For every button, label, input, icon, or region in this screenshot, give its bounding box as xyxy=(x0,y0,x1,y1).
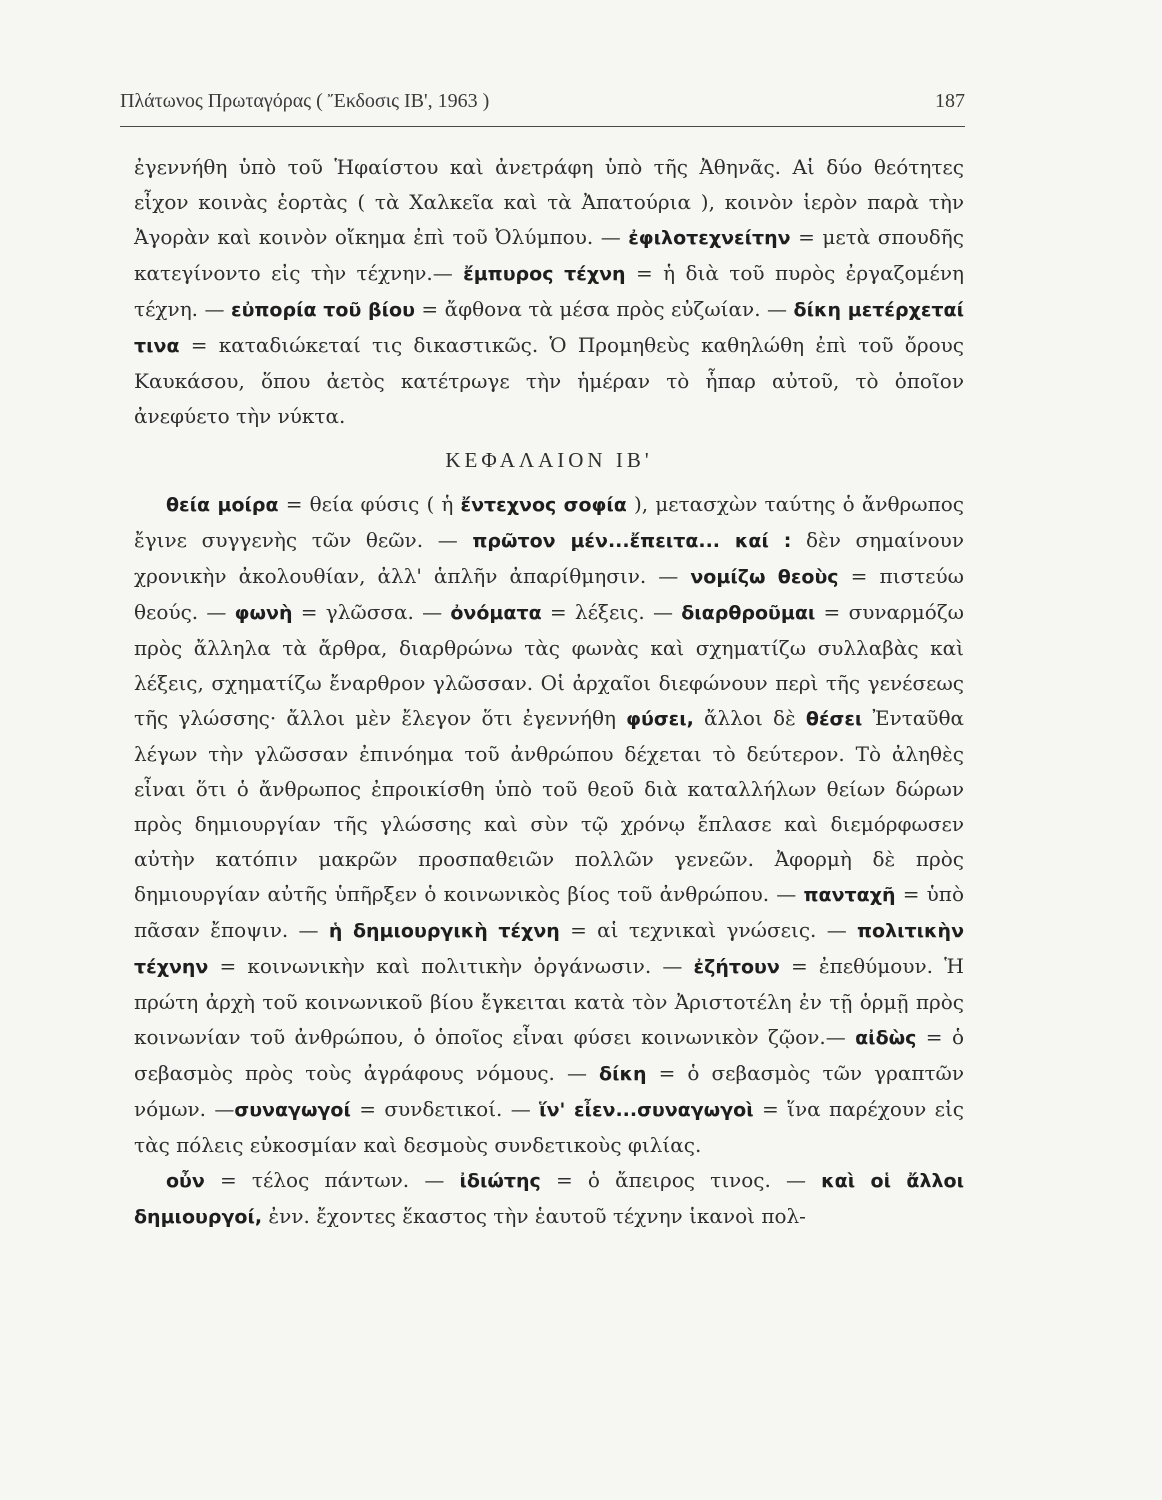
lemma: θέσει xyxy=(805,708,863,730)
lemma: ἵν' εἶεν...συναγωγοὶ xyxy=(539,1099,754,1121)
text: = ἐπεθύμουν. Ἡ πρώτη ἀρχὴ τοῦ κοινωνικοῦ βίου ἔγκειται κατὰ τὸν Ἀριστοτέλη ἐν τῇ ὁρμῇ πρὸς κοινωνίαν τοῦ ἀνθρώπου, ὁ ὁποῖος εἶναι φύσει κοινωνικὸν ζῷον.— xyxy=(134,954,964,1049)
running-title: Πλάτωνος Πρωταγόρας ( Ἔκδοσις ΙΒ', 1963 ) xyxy=(120,90,490,112)
text: = πιστεύω θεούς. — xyxy=(134,564,964,624)
text: = λέξεις. — xyxy=(541,600,682,624)
text: Ἐνταῦθα λέγων τὴν γλῶσσαν ἐπινόημα τοῦ ἀνθρώπου δέχεται τὸ δεύτερον. Τὸ ἀληθὲς εἶναι ὅτι ὁ ἄνθρωπος ἐπροικίσθη ὑπὸ τοῦ θεοῦ διὰ καταλλήλων θείων δώρων πρὸς δημιουργίαν τῆς γλώσσης καὶ σὺν τῷ χρόνῳ ἔπλασε καὶ διεμόρφωσεν αὐτὴν κατόπιν μακρῶν προσπαθειῶν πολλῶν γενεῶν. Ἀφορμὴ δὲ πρὸς δημιουργίαν αὐτῆς ὑπῆρξεν ὁ κοινωνικὸς βίος τοῦ ἀνθρώπου. — xyxy=(134,706,965,906)
text: ), μετασχὼν ταύτης ὁ ἄνθρωπος ἔγινε συγγενὴς τῶν θεῶν. — xyxy=(134,492,964,552)
lemma: ἰδιώτης xyxy=(459,1170,541,1192)
text: ἄλλοι δὲ xyxy=(693,706,806,730)
lemma: δίκη μετέρχεταί τινα xyxy=(134,299,965,357)
text: = ἡ διὰ τοῦ πυρὸς ἐργαζομένη τέχνη. — xyxy=(134,261,964,321)
text: = ὁ ἄπειρος τινος. — xyxy=(540,1168,822,1192)
lemma: εὐπορία τοῦ βίου xyxy=(231,299,415,321)
commentary-paragraph-1 xyxy=(134,150,964,434)
lemma: διαρθροῦμαι xyxy=(681,602,816,624)
lemma: πρῶτον μέν...ἔπειτα... καί : xyxy=(472,530,792,552)
lemma: ἐζήτουν xyxy=(693,956,780,978)
text: = ἄφθονα τὰ μέσα πρὸς εὐζωίαν. — xyxy=(414,297,794,321)
page-header xyxy=(120,88,965,127)
text: = γλῶσσα. — xyxy=(292,600,451,624)
text: = συνδετικοί. — xyxy=(350,1097,540,1121)
lemma: ἔμπυρος τέχνη xyxy=(463,263,626,285)
text: = αἱ τεχνικαὶ γνώσεις. — xyxy=(559,918,858,942)
lemma: φωνὴ xyxy=(234,602,293,624)
lemma: οὖν xyxy=(166,1170,205,1192)
lemma: καὶ οἱ ἄλλοι δημιουργοί, xyxy=(134,1170,964,1228)
chapter-heading: ΚΕΦΑΛΑΙΟΝ ΙΒ' xyxy=(445,448,653,472)
page-number: 187 xyxy=(935,90,965,112)
text: ἐνν. ἔχοντες ἕκαστος τὴν ἑαυτοῦ τέχνην ἱκανοὶ πολ- xyxy=(262,1204,806,1228)
lemma: νομίζω θεοὺς xyxy=(690,566,839,588)
lemma: ἐφιλοτεχνείτην xyxy=(628,227,791,249)
text: = ὁ σεβασμὸς πρὸς τοὺς ἀγράφους νόμους. — xyxy=(134,1025,964,1085)
text: δὲν σημαίνουν χρονικὴν ἀκολουθίαν, ἀλλ' ἁπλῆν ἀπαρίθμησιν. — xyxy=(134,528,964,588)
lemma: πολιτικὴν τέχνην xyxy=(134,920,965,978)
page-body xyxy=(134,150,964,1235)
text: = μετὰ σπουδῆς κατεγίνοντο εἰς τὴν τέχνην.— xyxy=(134,225,964,285)
lemma: θεία μοίρα xyxy=(166,494,279,516)
text: = κοινωνικὴν καὶ πολιτικὴν ὀργάνωσιν. — xyxy=(208,954,694,978)
lemma: φύσει, xyxy=(626,708,694,730)
lemma: δίκη xyxy=(599,1063,647,1085)
text: ἐγεννήθη ὑπὸ τοῦ Ἡφαίστου καὶ ἀνετράφη ὑπὸ τῆς Ἀθηνᾶς. Αἱ δύο θεότητες εἶχον κοινὰς ἑορτὰς ( τὰ Χαλκεῖα καὶ τὰ Ἀπατούρια ), κοινὸν ἱερὸν παρὰ τὴν Ἀγορὰν καὶ κοινὸν οἴκημα ἐπὶ τοῦ Ὀλύμπου. — xyxy=(134,155,964,249)
text: = τέλος πάντων. — xyxy=(204,1168,460,1192)
commentary-paragraph-3 xyxy=(134,1163,964,1235)
lemma: πανταχῆ xyxy=(803,884,896,906)
lemma: ἡ δημιουργικὴ τέχνη xyxy=(328,920,560,942)
text: = θεία φύσις ( ἡ xyxy=(278,492,461,516)
lemma: αἰδὼς xyxy=(855,1027,917,1049)
text: = ἵνα παρέχουν εἰς τὰς πόλεις εὐκοσμίαν καὶ δεσμοὺς συνδετικοὺς φιλίας. xyxy=(134,1097,964,1157)
lemma: συναγωγοί xyxy=(234,1099,351,1121)
text: = ὁ σεβασμὸς τῶν γραπτῶν νόμων. — xyxy=(134,1061,965,1121)
text: = ὑπὸ πᾶσαν ἔποψιν. — xyxy=(134,882,964,942)
text: = καταδιώκεταί τις δικαστικῶς. Ὁ Προμηθεὺς καθηλώθη ἐπὶ τοῦ ὄρους Καυκάσου, ὅπου ἀετὸς κατέτρωγε τὴν ἡμέραν τὸ ἧπαρ αὐτοῦ, τὸ ὁποῖον ἀνεφύετο τὴν νύκτα. xyxy=(134,333,964,428)
lemma: ἔντεχνος σοφία xyxy=(460,494,627,516)
lemma: ὀνόματα xyxy=(450,602,542,624)
commentary-paragraph-2 xyxy=(134,487,964,1163)
text: = συναρμόζω πρὸς ἄλληλα τὰ ἄρθρα, διαρθρώνω τὰς φωνὰς καὶ σχηματίζω συλλαβὰς καὶ λέξεις, σχηματίζω ἔναρθρον γλῶσσαν. Οἱ ἀρχαῖοι διεφώνουν περὶ τῆς γενέσεως τῆς γλώσσης· ἄλλοι μὲν ἔλεγον ὅτι ἐγεννήθη xyxy=(134,600,964,730)
